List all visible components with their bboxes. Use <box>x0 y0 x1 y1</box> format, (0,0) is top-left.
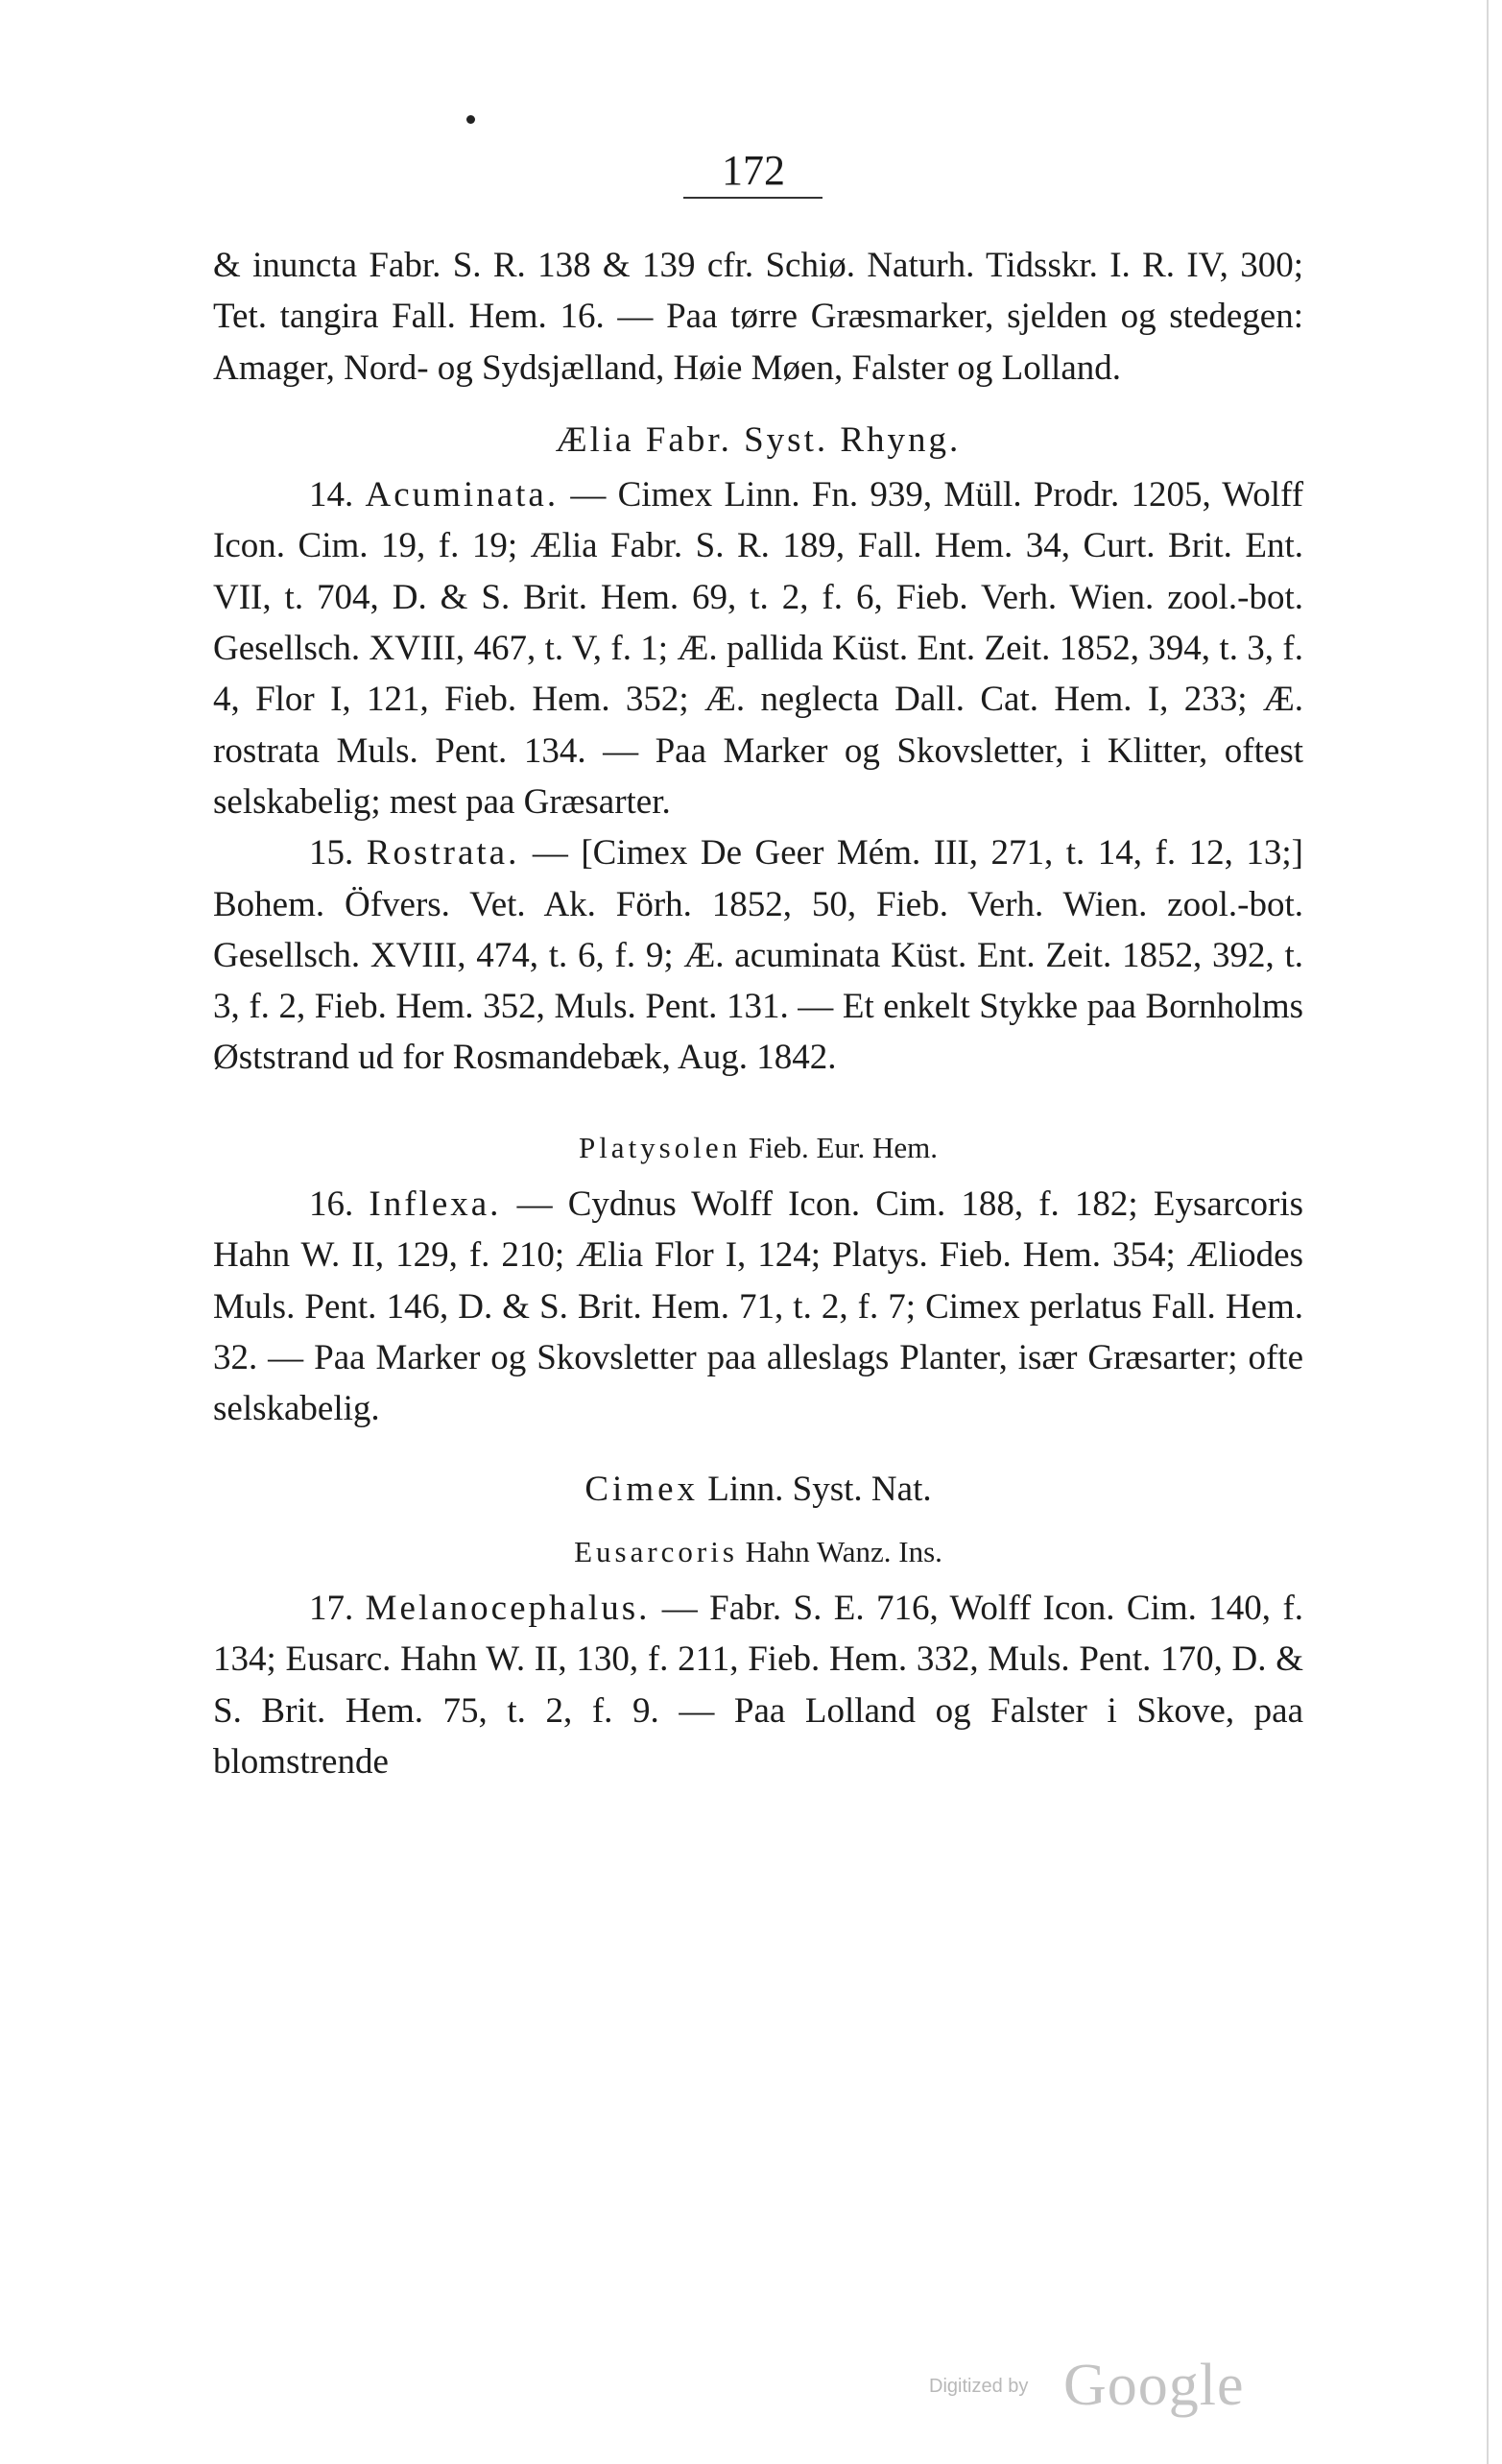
species-name: Inflexa. <box>369 1184 502 1225</box>
page-number-rule <box>683 197 823 199</box>
species-number: 15. <box>309 833 354 873</box>
genus-heading-aelia-text: Ælia Fabr. Syst. Rhyng. <box>555 419 962 460</box>
page-edge-line <box>1487 0 1489 2464</box>
subgenus-name: Eusarcoris <box>574 1534 738 1568</box>
genus-heading-aelia <box>213 415 1303 466</box>
species-entry-17 <box>213 1583 1303 1787</box>
google-watermark: Google <box>1063 2353 1245 2418</box>
species-number: 14. <box>309 475 354 515</box>
subgenus-authority: Hahn Wanz. Ins. <box>745 1534 942 1568</box>
page-number: 172 <box>722 147 785 194</box>
genus-heading-platysolen <box>213 1122 1303 1173</box>
genus-name: Cimex <box>584 1469 700 1509</box>
species-number: 17. <box>309 1589 354 1629</box>
genus-name: Platysolen <box>578 1130 742 1164</box>
species-entry-14 <box>213 469 1303 827</box>
species-name: Rostrata. <box>366 833 520 873</box>
species-entry-15 <box>213 827 1303 1083</box>
species-body: — Fabr. S. E. 716, Wolff Icon. Cim. 140, f. 134; Eusarc. Hahn W. II, 130, f. 211, Fieb. Hem. 332, Muls. Pent. 170, D. & S. Brit. Hem. 75, t. 2, f. 9. — Paa Lolland og Falster i Skove, paa blomstrende <box>213 1589 1304 1782</box>
body-text <box>213 240 1303 1787</box>
species-entry-16 <box>213 1179 1303 1434</box>
genus-authority: Linn. Syst. Nat. <box>707 1469 932 1509</box>
species-body: — Cydnus Wolff Icon. Cim. 188, f. 182; Eysarcoris Hahn W. II, 129, f. 210; Ælia Flor I, 124; Platys. Fieb. Hem. 354; Æliodes Muls. Pent. 146, D. & S. Brit. Hem. 71, t. 2, f. 7; Cimex perlatus Fall. Hem. 32. — Paa Marker og Skovsletter paa alleslags Planter, især Græsarter; ofte selskabelig. <box>213 1184 1304 1429</box>
subgenus-heading-eusarcoris <box>213 1526 1303 1577</box>
genus-heading-cimex <box>213 1464 1303 1515</box>
species-body: — Cimex Linn. Fn. 939, Müll. Prodr. 1205, Wolff Icon. Cim. 19, f. 19; Ælia Fabr. S. R. 189, Fall. Hem. 34, Curt. Brit. Ent. VII, t. 704, D. & S. Brit. Hem. 69, t. 2, f. 6, Fieb. Verh. Wien. zool.-bot. Gesellsch. XVIII, 467, t. V, f. 1; Æ. pallida Küst. Ent. Zeit. 1852, 394, t. 3, f. 4, Flor I, 121, Fieb. Hem. 352; Æ. neglecta Dall. Cat. Hem. I, 233; Æ. rostrata Muls. Pent. 134. — Paa Marker og Skovsletter, i Klitter, oftest selskabelig; mest paa Græsarter. <box>213 475 1304 822</box>
species-body: — [Cimex De Geer Mém. III, 271, t. 14, f. 12, 13;] Bohem. Öfvers. Vet. Ak. Förh. 1852, 50, Fieb. Verh. Wien. zool.-bot. Gesellsch. XVIII, 474, t. 6, f. 9; Æ. acuminata Küst. Ent. Zeit. 1852, 392, t. 3, f. 2, Fieb. Hem. 352, Muls. Pent. 131. — Et enkelt Stykke paa Bornholms Øststrand ud for Rosmandebæk, Aug. 1842. <box>213 833 1304 1078</box>
genus-authority: Fieb. Eur. Hem. <box>748 1130 939 1164</box>
paragraph-continuation: & inuncta Fabr. S. R. 138 & 139 cfr. Schiø. Naturh. Tidsskr. I. R. IV, 300; Tet. tangira Fall. Hem. 16. — Paa tørre Græsmarker, sjelden og stedegen: Amager, Nord- og Sydsjælland, Høie Møen, Falster og Lolland. <box>213 246 1303 388</box>
species-name: Melanocephalus. <box>365 1589 651 1629</box>
ink-dot <box>466 115 475 124</box>
species-name: Acuminata. <box>365 475 560 515</box>
digitized-by-label: Digitized by <box>929 2376 1029 2397</box>
species-number: 16. <box>309 1184 354 1225</box>
